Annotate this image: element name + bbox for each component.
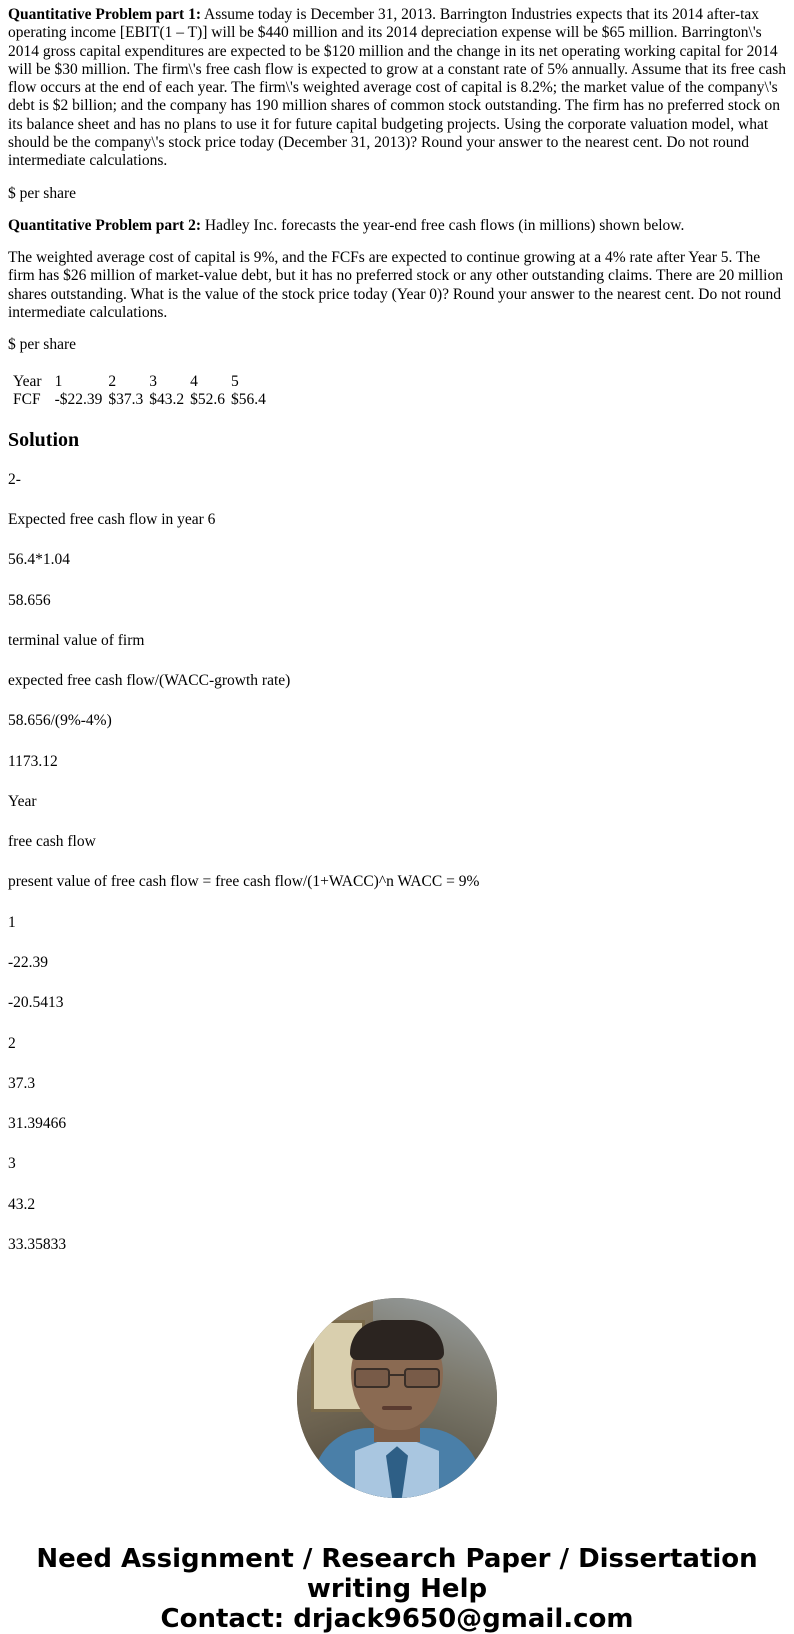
glasses-icon [354, 1368, 440, 1384]
fcf-table-value-2: $37.3 [108, 390, 144, 408]
solution-line: 1 [8, 913, 16, 931]
fcf-table-year-5: 5 [231, 372, 239, 390]
table-row [8, 373, 269, 391]
solution-line: 2- [8, 470, 21, 488]
problem-1-text: Assume today is December 31, 2013. Barrington Industries expects that its 2014 after-tax operating income [EBIT(1 – T)] will be $440 million and its 2014 depreciation expense will be $65 million. Barrington\'s 2014 gross capital expenditures are expected to be $120 million and the change in its net operating working capital for 2014 will be $30 million. The firm\'s free cash flow is expected to grow at a constant rate of 5% annually. Assume that its free cash flow occurs at the end of each year. The firm\'s weighted average cost of capital is 8.2%; the market value of the company\'s debt is $2 billion; and the company has 190 million shares of common stock outstanding. The firm has no preferred stock on its balance sheet and has no plans to use it for future capital budgeting projects. Using the corporate valuation model, what should be the company\'s stock price today (December 31, 2013)? Round your answer to the nearest cent. Do not round intermediate calculations. [8, 6, 787, 170]
solution-line: free cash flow [8, 833, 96, 851]
solution-line: terminal value of firm [8, 631, 145, 649]
fcf-table-value-4: $52.6 [190, 390, 225, 408]
solution-line: 58.656/(9%-4%) [8, 712, 112, 730]
fcf-table-value-5: $56.4 [231, 390, 266, 408]
table-row [8, 391, 269, 409]
problem-1-paragraph [8, 6, 786, 171]
solution-line: 2 [8, 1034, 16, 1052]
footer-line-2: writing Help [306, 1573, 488, 1604]
solution-line: 58.656 [8, 591, 51, 609]
solution-line: 1173.12 [8, 752, 58, 770]
footer-contact-block [8, 1544, 786, 1634]
fcf-table-row-label-year: Year [13, 372, 42, 390]
avatar-hair [350, 1320, 444, 1360]
fcf-table-year-2: 2 [108, 372, 117, 390]
problem-2-answer-unit: $ per share [8, 336, 76, 354]
solution-line: Expected free cash flow in year 6 [8, 510, 216, 528]
fcf-table-row-label-fcf: FCF [13, 390, 41, 408]
solution-line: present value of free cash flow = free cash flow/(1+WACC)^n WACC = 9% [8, 873, 480, 891]
problem-2-text: Hadley Inc. forecasts the year-end free cash flows (in millions) shown below. [201, 216, 685, 234]
footer-line-1: Need Assignment / Research Paper / Dissertation [36, 1543, 758, 1574]
problem-1-answer-unit: $ per share [8, 184, 76, 202]
solution-line: -22.39 [8, 954, 49, 972]
solution-line: -20.5413 [8, 994, 64, 1012]
solution-line: 43.2 [8, 1195, 36, 1213]
solution-line: 31.39466 [8, 1115, 67, 1133]
glasses-left-lens [354, 1368, 390, 1388]
solution-line: expected free cash flow/(WACC-growth rate) [8, 672, 291, 690]
solution-line: 3 [8, 1155, 16, 1173]
fcf-table-value-3: $43.2 [149, 390, 185, 408]
footer-line-3: Contact: drjack9650@gmail.com [160, 1603, 634, 1634]
fcf-table-year-3: 3 [149, 372, 157, 390]
glasses-bridge [390, 1374, 404, 1376]
fcf-table-year-1: 1 [54, 372, 63, 390]
glasses-right-lens [404, 1368, 440, 1388]
solution-line: Year [8, 792, 37, 810]
avatar [297, 1298, 497, 1498]
problem-2-paragraph [8, 217, 786, 235]
solution-line: 33.35833 [8, 1236, 67, 1253]
problem-2-label: Quantitative Problem part 2: [8, 216, 202, 234]
solution-heading: Solution [8, 429, 80, 452]
fcf-table [8, 373, 269, 410]
solution-line: 56.4*1.04 [8, 551, 70, 569]
problem-1-label: Quantitative Problem part 1: [8, 6, 202, 23]
fcf-table-year-4: 4 [190, 372, 198, 390]
avatar-container [8, 1298, 786, 1503]
problem-2-body: The weighted average cost of capital is 9%, and the FCFs are expected to continue growing at a 4% rate after Year 5. The firm has $26 million of market-value debt, but it has no preferred stock or any other outstanding claims. There are 20 million shares outstanding. What is the value of the stock price today (Year 0)? Round your answer to the nearest cent. Do not round intermediate calculations. [8, 249, 783, 321]
solution-line: 37.3 [8, 1074, 36, 1092]
avatar-mouth [382, 1406, 412, 1410]
fcf-table-value-1: -$22.39 [54, 390, 103, 408]
